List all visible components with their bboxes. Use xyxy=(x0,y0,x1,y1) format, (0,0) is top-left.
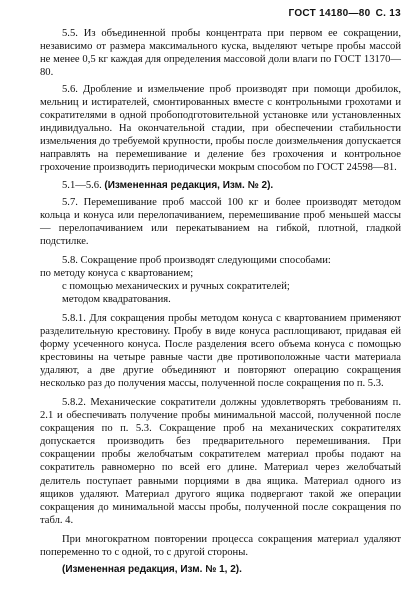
amendment-range: 5.1—5.6. xyxy=(62,179,102,191)
page-number: С. 13 xyxy=(375,8,401,19)
paragraph-5-7: 5.7. Перемешивание проб массой 100 кг и более производят методом кольца и конуса или перелопачиванием, перемешивание проб меньшей массы — перелопачиванием или перекатыванием на гибкой, плотной, гладкой подстилке. xyxy=(40,196,401,247)
paragraph-5-8-1: 5.8.1. Для сокращения пробы методом конуса с квартованием применяют разделительную крестовину. Пробу в виде конуса расплощивают, придавая ей форму усеченного конуса. После разделения всего объема конуса с помощью крестовины на четыре равные части две противоположные части материала удаляют, а две другие объединяют и повторяют операцию сокращения несколько раз до получения массы, полученной после сокращения по п. 5.3. xyxy=(40,312,401,390)
method-item-2: с помощью механических и ручных сократителей; xyxy=(62,280,290,292)
amendment-note-1 xyxy=(40,179,401,192)
method-item-1: по методу конуса с квартованием; xyxy=(40,267,194,279)
amendment-text: (Измененная редакция, Изм. № 2). xyxy=(104,179,274,191)
paragraph-5-8: 5.8. Сокращение проб производят следующими способами: xyxy=(62,254,331,266)
paragraph-5-8-2: 5.8.2. Механические сократители должны удовлетворять требованиям п. 2.1 и обеспечивать получение пробы минимальной массой, полученной после сокращения по п. 5.3. Сокращение проб на механических сократителях допускается производить без предварительного перемешивания. При сокращении пробы желобчатым сократителем материал пробы подают на сократитель равномерно по всей его длине. Материал через желобчатый делитель поступает равными порциями в два ящика. Материал одного из ящиков удаляют. Материал другого ящика подвергают такой же операции сокращения до минимальной массы пробы, полученной после сокращения по табл. 4. xyxy=(40,397,401,526)
amendment-note-2 xyxy=(40,563,401,576)
method-item-3: методом квадратования. xyxy=(62,293,171,305)
page-header xyxy=(286,8,401,19)
standard-number: ГОСТ 14180—80 xyxy=(288,8,371,19)
paragraph-5-5: 5.5. Из объединенной пробы концентрата при первом ее сокращении, независимо от размера максимального куска, выделяют четыре пробы массой не менее 0,5 кг каждая для определения массовой доли влаги по ГОСТ 13170—80. xyxy=(40,28,401,79)
paragraph-5-6: 5.6. Дробление и измельчение проб производят при помощи дробилок, мельниц и истирателей, смонтированных вместе с контрольными грохотами и сократителями в одной пробоподготовительной установке или установленных индивидуально. На окончательной стадии, при обеспечении стабильности измельчения до требуемой крупности, пробы после доизмельчения допускается направлять на перемешивание и деление без грохочения и контрольное грохочение производить периодически мокрым способом по ГОСТ 24598—81. xyxy=(40,84,401,174)
document-body xyxy=(40,27,401,576)
amendment-text-2: (Измененная редакция, Изм. № 1, 2). xyxy=(62,563,242,575)
paragraph-multiple-repeat: При многократном повторении процесса сокращения материал удаляют попеременно то с одной, то с другой стороны. xyxy=(40,533,401,558)
